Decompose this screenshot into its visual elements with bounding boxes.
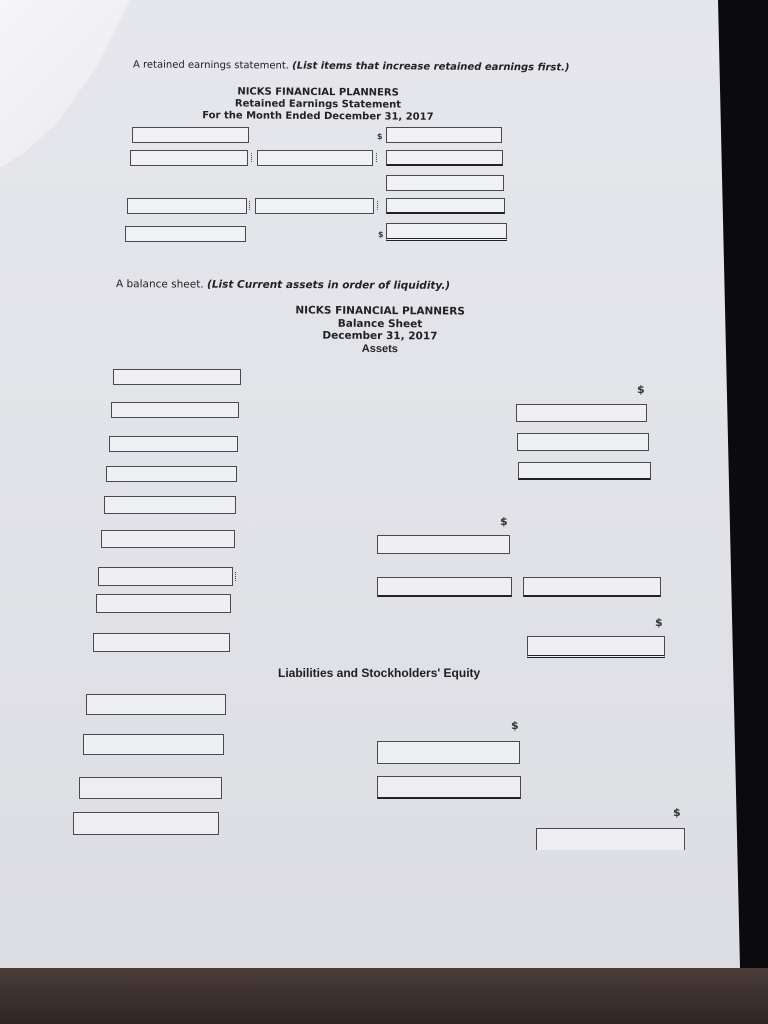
statement-title: Balance Sheet bbox=[337, 317, 423, 330]
liability-label-input-3[interactable] bbox=[79, 777, 222, 799]
asset-label-input-1[interactable] bbox=[113, 369, 241, 385]
re-amount-input-5[interactable] bbox=[255, 198, 374, 214]
dollar-sign: $ bbox=[637, 383, 645, 396]
liabilities-heading: Liabilities and Stockholders' Equity bbox=[278, 666, 481, 680]
statement-date: December 31, 2017 bbox=[322, 329, 438, 343]
company-name: NICKS FINANCIAL PLANNERS bbox=[237, 86, 399, 99]
asset-label-input-6[interactable] bbox=[101, 530, 235, 548]
re-amount-input-6[interactable] bbox=[386, 198, 505, 214]
colon-marker bbox=[235, 572, 238, 581]
asset-label-input-5[interactable] bbox=[104, 496, 236, 514]
liability-amount-input-1[interactable] bbox=[377, 741, 520, 764]
company-name: NICKS FINANCIAL PLANNERS bbox=[295, 304, 465, 318]
re-amount-input-4[interactable] bbox=[386, 175, 504, 191]
re-label-input-1[interactable] bbox=[132, 127, 249, 143]
asset-label-input-9[interactable] bbox=[93, 633, 230, 652]
re-label-input-2[interactable] bbox=[130, 150, 248, 166]
colon-marker bbox=[251, 153, 254, 162]
balance-sheet-intro: A balance sheet. bbox=[115, 278, 204, 291]
balance-sheet-prompt bbox=[116, 278, 450, 292]
dollar-sign: $ bbox=[655, 616, 663, 629]
statement-period: For the Month Ended December 31, 2017 bbox=[202, 110, 434, 123]
statement-title: Retained Earnings Statement bbox=[234, 98, 402, 111]
dollar-sign: $ bbox=[377, 132, 383, 141]
asset-amount-input-3[interactable] bbox=[518, 462, 651, 480]
liability-amount-input-2[interactable] bbox=[377, 776, 521, 799]
liability-label-input-1[interactable] bbox=[86, 694, 226, 715]
dollar-sign: $ bbox=[511, 719, 519, 732]
retained-earnings-header bbox=[200, 86, 436, 124]
assets-heading: Assets bbox=[361, 342, 398, 355]
total-liabilities-equity-input[interactable] bbox=[536, 828, 685, 850]
asset-label-input-2[interactable] bbox=[111, 402, 239, 418]
colon-marker bbox=[249, 201, 252, 210]
asset-label-input-3[interactable] bbox=[109, 436, 238, 452]
retained-earnings-intro: A retained earnings statement. bbox=[132, 59, 290, 72]
dollar-sign: $ bbox=[378, 230, 384, 239]
liability-label-input-4[interactable] bbox=[73, 812, 219, 835]
colon-marker bbox=[376, 153, 379, 162]
dollar-sign: $ bbox=[500, 515, 508, 528]
balance-sheet-header bbox=[262, 304, 498, 356]
retained-earnings-instruction: (List items that increase retained earnings first.) bbox=[292, 60, 570, 74]
table-surface bbox=[0, 968, 768, 1024]
re-amount-input-2[interactable] bbox=[257, 150, 373, 166]
re-label-input-3[interactable] bbox=[127, 198, 247, 214]
re-label-input-4[interactable] bbox=[125, 226, 246, 242]
asset-amount-input-6[interactable] bbox=[523, 577, 661, 597]
asset-amount-input-4[interactable] bbox=[377, 535, 510, 554]
liability-label-input-2[interactable] bbox=[83, 734, 224, 755]
dollar-sign: $ bbox=[673, 806, 681, 819]
asset-amount-input-2[interactable] bbox=[517, 433, 649, 451]
re-ending-balance-input[interactable] bbox=[386, 223, 507, 241]
asset-label-input-8[interactable] bbox=[96, 594, 231, 613]
colon-marker bbox=[377, 201, 380, 210]
re-amount-input-3[interactable] bbox=[386, 150, 503, 166]
re-amount-input-1[interactable] bbox=[386, 127, 502, 143]
total-assets-input[interactable] bbox=[527, 636, 665, 658]
asset-label-input-7[interactable] bbox=[98, 567, 233, 586]
asset-amount-input-5[interactable] bbox=[377, 577, 512, 597]
asset-label-input-4[interactable] bbox=[106, 466, 237, 482]
balance-sheet-instruction: (List Current assets in order of liquidity.) bbox=[207, 278, 451, 292]
asset-amount-input-1[interactable] bbox=[516, 404, 647, 422]
